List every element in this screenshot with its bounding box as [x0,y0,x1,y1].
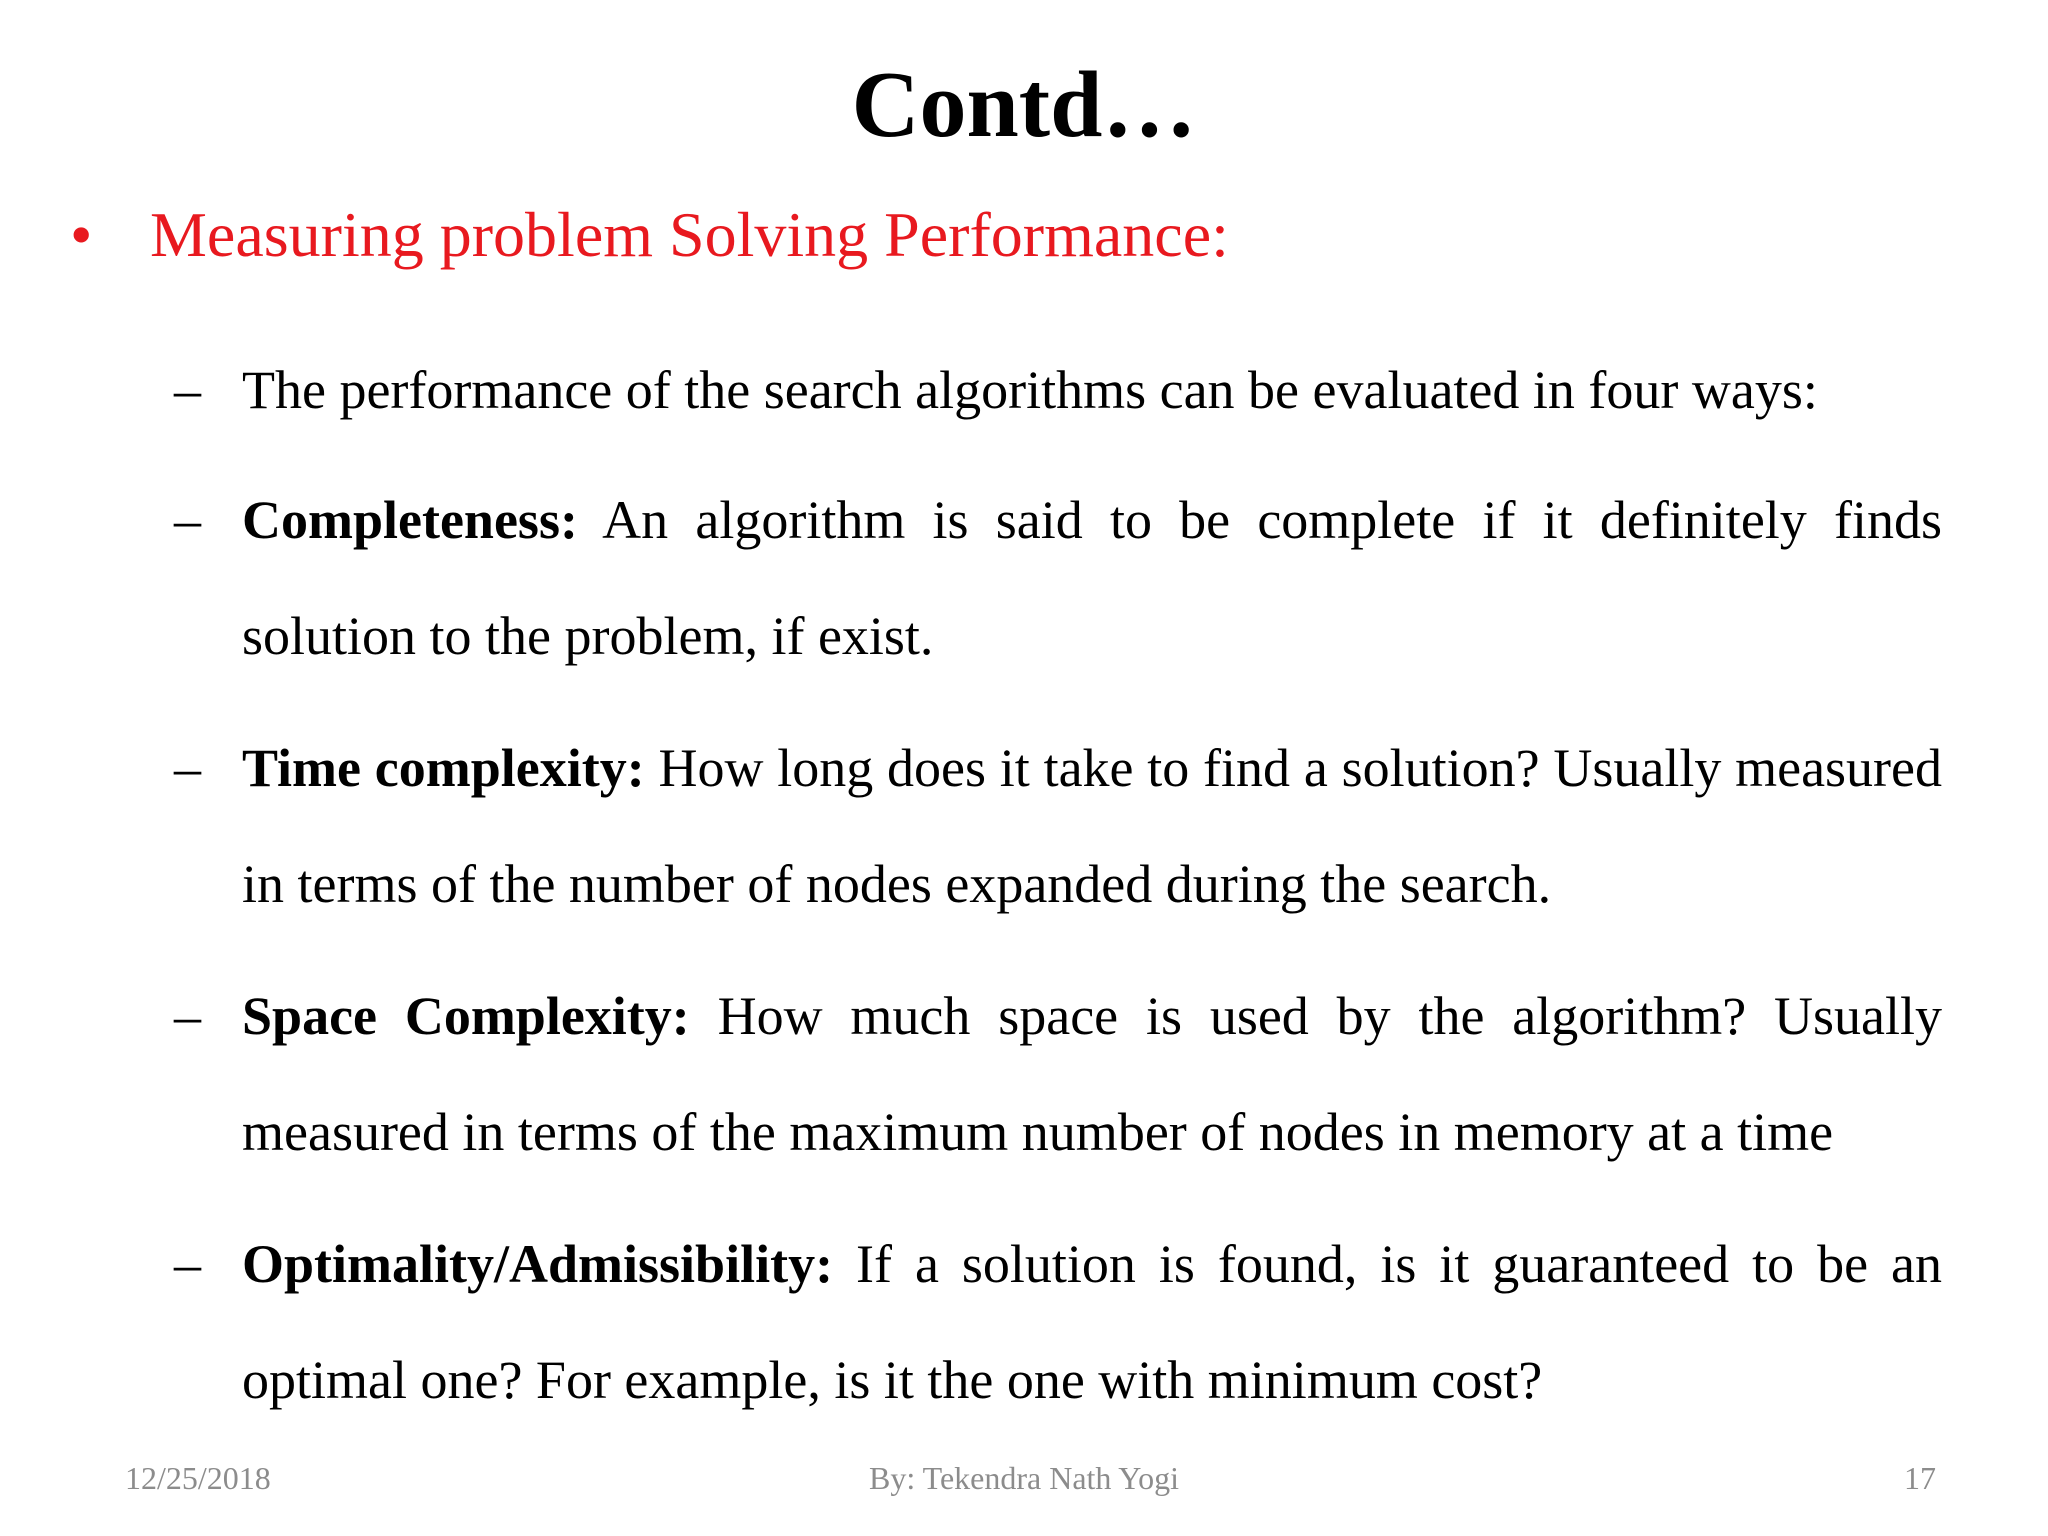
main-bullet [70,195,1229,275]
dash-marker: – [174,490,201,550]
dash-marker: – [174,986,201,1046]
sub-bullet-list [174,332,1954,1454]
definition-optimality: If a solution is found, is it guaranteed to be an optimal one? For example, is it the one with minimum cost? [242,1234,1942,1410]
sub-bullet-space-complexity [174,958,1954,1190]
term-optimality: Optimality/Admissibility: [242,1234,834,1294]
sub-bullet-completeness [174,462,1954,694]
bullet-marker: • [70,199,93,270]
dash-marker: – [174,738,201,798]
slide-title: Contd… [851,53,1197,157]
dash-marker: – [174,1234,201,1294]
footer-page-number: 17 [1904,1460,1936,1496]
sub-bullet-text [242,958,1942,1190]
dash-marker: – [174,360,201,420]
footer-author: By: Tekendra Nath Yogi [868,1460,1180,1496]
intro-text: The performance of the search algorithms can be evaluated in four ways: [242,360,1818,420]
sub-bullet-text [242,1206,1942,1438]
footer-date: 12/25/2018 [125,1460,271,1496]
sub-bullet-time-complexity [174,710,1954,942]
sub-bullet-text [242,462,1942,694]
term-time-complexity: Time complexity: [242,738,645,798]
term-space-complexity: Space Complexity: [242,986,690,1046]
definition-time-complexity: How long does it take to find a solution? Usually measured in terms of the number of nodes expanded during the search. [242,738,1942,914]
sub-bullet-text [242,710,1942,942]
sub-bullet-intro [174,332,1954,448]
definition-space-complexity: How much space is used by the algorithm? Usually measured in terms of the maximum number of nodes in memory at a time [242,986,1942,1162]
term-completeness: Completeness: [242,490,578,550]
main-bullet-text: Measuring problem Solving Performance: [150,199,1229,270]
sub-bullet-text [242,332,1942,448]
definition-completeness: An algorithm is said to be complete if it definitely finds solution to the problem, if exist. [242,490,1942,666]
sub-bullet-optimality [174,1206,1954,1438]
